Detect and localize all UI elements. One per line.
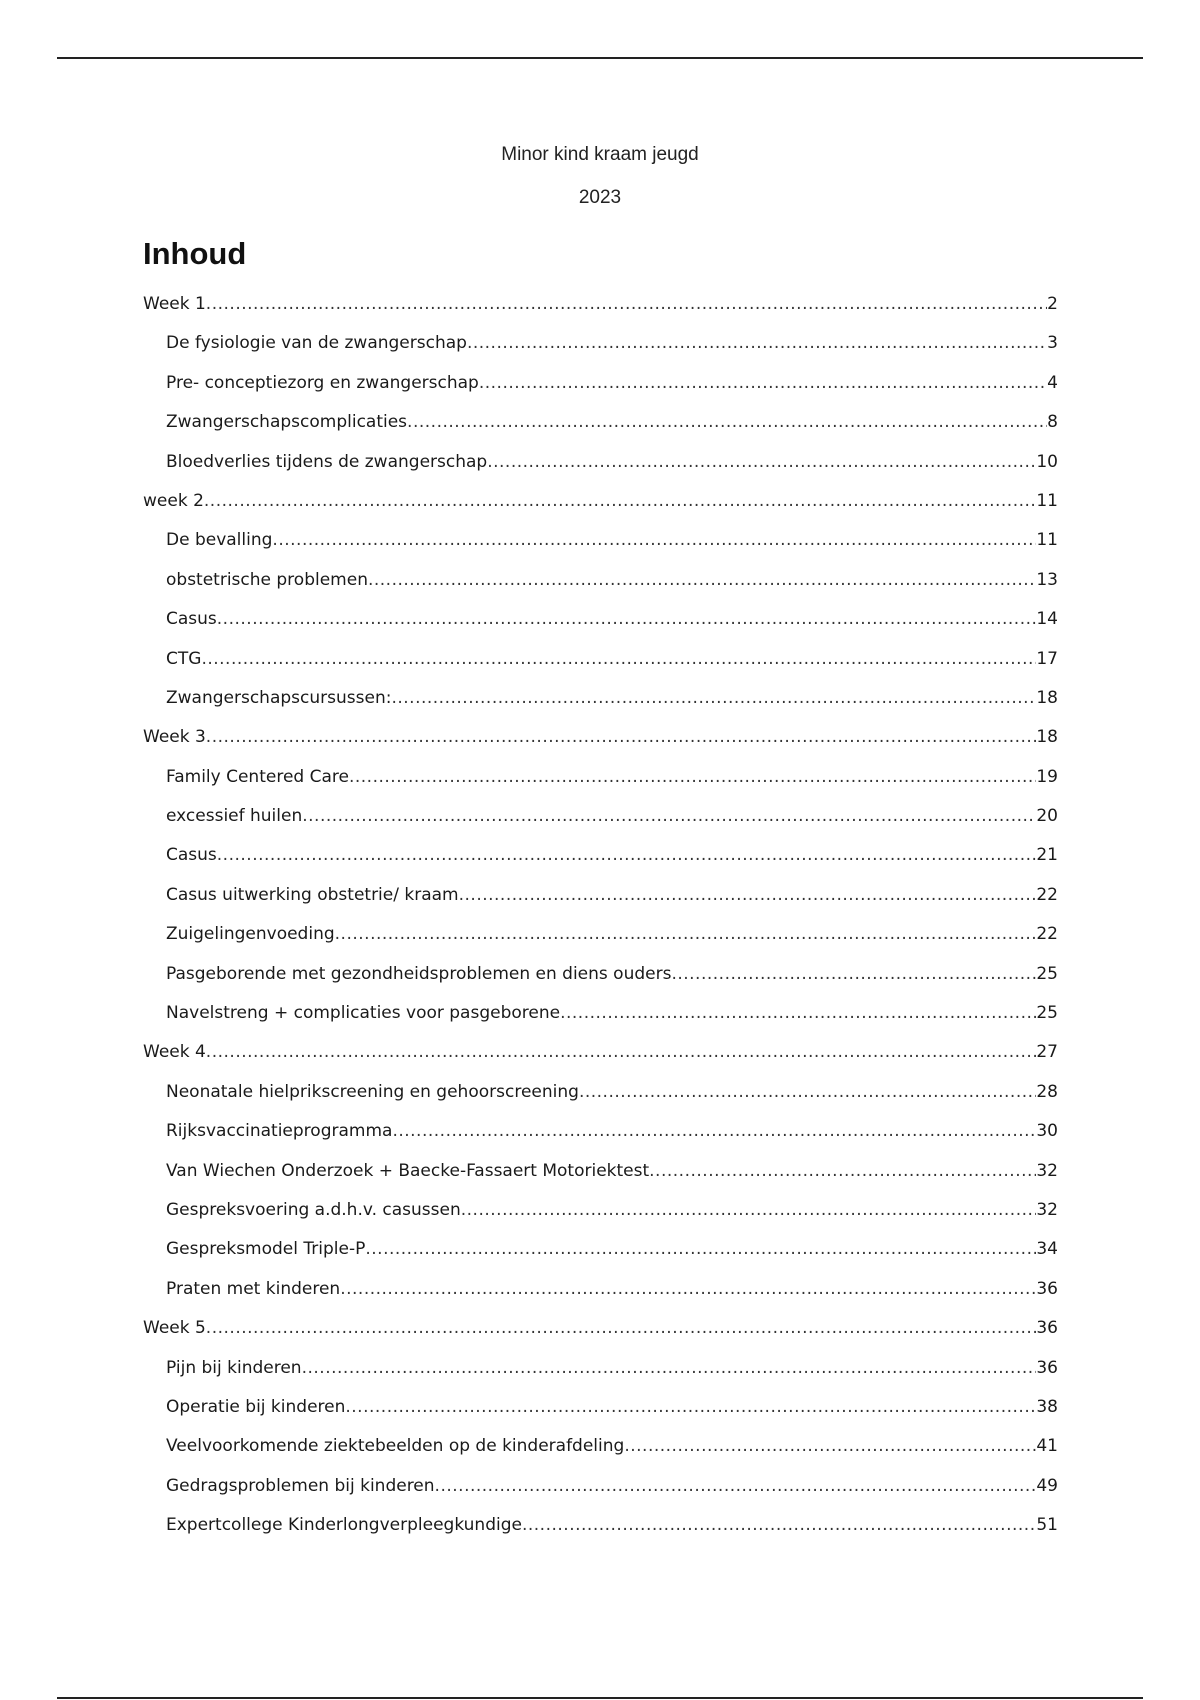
toc-entry-title: De fysiologie van de zwangerschap <box>166 333 467 354</box>
toc-entry-page: 11 <box>1036 530 1058 551</box>
toc-dot-leader <box>345 1395 1036 1419</box>
toc-subentry[interactable] <box>143 1001 1058 1040</box>
toc-entry-page: 2 <box>1047 294 1058 314</box>
toc-dot-leader <box>459 883 1037 907</box>
header-rule <box>57 57 1143 59</box>
toc-dot-leader <box>340 1277 1036 1301</box>
toc-subentry[interactable] <box>143 883 1058 922</box>
toc-dot-leader <box>467 331 1047 355</box>
toc-entry-title: Praten met kinderen <box>166 1278 341 1299</box>
toc-entry-title: Gespreksvoering a.d.h.v. casussen <box>166 1199 461 1220</box>
toc-dot-leader <box>204 489 1036 513</box>
toc-dot-leader <box>201 647 1036 671</box>
toc-entry-title: Casus <box>166 609 217 630</box>
toc-dot-leader <box>435 1474 1037 1498</box>
toc-dot-leader <box>217 607 1037 631</box>
toc-entry-page: 41 <box>1036 1436 1058 1457</box>
toc-subentry[interactable] <box>143 528 1058 567</box>
toc-entry-page: 49 <box>1036 1475 1058 1496</box>
toc-dot-leader <box>365 1237 1036 1261</box>
toc-dot-leader <box>272 528 1036 552</box>
toc-subentry[interactable] <box>143 1080 1058 1119</box>
toc-entry-page: 34 <box>1036 1239 1058 1260</box>
toc-dot-leader <box>392 1119 1036 1143</box>
toc-entry-page: 28 <box>1036 1081 1058 1102</box>
toc-subentry[interactable] <box>143 765 1058 804</box>
toc-dot-leader <box>206 292 1047 316</box>
toc-entry-page: 36 <box>1036 1357 1058 1378</box>
toc-subentry[interactable] <box>143 962 1058 1001</box>
toc-entry-title: Pre- conceptiezorg en zwangerschap <box>166 372 479 393</box>
toc-entry-page: 22 <box>1036 924 1058 945</box>
toc-entry-page: 27 <box>1036 1042 1058 1063</box>
document-year: 2023 <box>578 187 622 208</box>
toc-entry-page: 13 <box>1036 569 1058 590</box>
toc-entry-title: Veelvoorkomende ziektebeelden op de kinderafdeling <box>166 1436 625 1457</box>
toc-entry-title: excessief huilen <box>166 806 303 827</box>
toc-subentry[interactable] <box>143 450 1058 489</box>
toc-entry-page: 10 <box>1036 451 1058 472</box>
toc-subentry[interactable] <box>143 1356 1058 1395</box>
toc-dot-leader <box>479 371 1047 395</box>
toc-dot-leader <box>206 1316 1037 1340</box>
toc-entry-page: 36 <box>1036 1318 1058 1339</box>
document-subtitle: Minor kind kraam jeugd <box>501 144 699 165</box>
toc-entry-title: Week 3 <box>143 727 206 748</box>
toc-entry-title: Family Centered Care <box>166 766 349 787</box>
footer-rule <box>57 1697 1143 1699</box>
toc-entry-title: Pijn bij kinderen <box>166 1357 302 1378</box>
toc-dot-leader <box>206 1040 1037 1064</box>
toc-entry-title: Expertcollege Kinderlongverpleegkundige <box>166 1515 522 1536</box>
toc-subentry[interactable] <box>143 1434 1058 1473</box>
toc-subentry[interactable] <box>143 686 1058 725</box>
toc-entry-page: 36 <box>1036 1278 1058 1299</box>
toc-entry-page: 32 <box>1036 1160 1058 1181</box>
toc-dot-leader <box>206 725 1037 749</box>
toc-entry-title: Neonatale hielprikscreening en gehoorscreening <box>166 1081 579 1102</box>
toc-entry-page: 3 <box>1047 333 1058 354</box>
toc-dot-leader <box>302 804 1036 828</box>
toc-dot-leader <box>302 1356 1037 1380</box>
toc-entry-title: Bloedverlies tijdens de zwangerschap <box>166 451 488 472</box>
toc-entry-title: week 2 <box>143 490 204 511</box>
toc-entry[interactable] <box>143 489 1058 528</box>
toc-entry-page: 19 <box>1036 766 1058 787</box>
toc-dot-leader <box>671 962 1036 986</box>
toc-entry-title: Zuigelingenvoeding <box>166 924 335 945</box>
toc-subentry[interactable] <box>143 1119 1058 1158</box>
toc-entry-title: Gespreksmodel Triple-P <box>166 1239 366 1260</box>
toc-subentry[interactable] <box>143 1474 1058 1513</box>
toc-entry-title: Week 4 <box>143 1042 206 1063</box>
toc-entry-title: Casus <box>166 845 217 866</box>
toc-dot-leader <box>560 1001 1036 1025</box>
toc-dot-leader <box>349 765 1036 789</box>
toc-subentry[interactable] <box>143 804 1058 843</box>
toc-dot-leader <box>624 1434 1036 1458</box>
toc-entry-title: Casus uitwerking obstetrie/ kraam <box>166 884 459 905</box>
toc-subentry[interactable] <box>143 1395 1058 1434</box>
toc-entry-page: 11 <box>1036 490 1058 511</box>
toc-entry-page: 21 <box>1036 845 1058 866</box>
toc-entry-title: CTG <box>166 648 202 669</box>
toc-entry-title: obstetrische problemen <box>166 569 368 590</box>
table-of-contents <box>143 292 1058 1553</box>
toc-heading: Inhoud <box>143 236 247 271</box>
toc-dot-leader <box>649 1159 1036 1183</box>
toc-entry-page: 38 <box>1036 1396 1058 1417</box>
toc-subentry[interactable] <box>143 647 1058 686</box>
toc-entry[interactable] <box>143 725 1058 764</box>
toc-entry-title: Operatie bij kinderen <box>166 1396 346 1417</box>
toc-entry-page: 32 <box>1036 1199 1058 1220</box>
toc-dot-leader <box>487 450 1036 474</box>
toc-entry-page: 18 <box>1036 687 1058 708</box>
toc-dot-leader <box>368 568 1036 592</box>
toc-dot-leader <box>461 1198 1037 1222</box>
toc-entry-title: Rijksvaccinatieprogramma <box>166 1121 393 1142</box>
toc-entry-title: Gedragsproblemen bij kinderen <box>166 1475 435 1496</box>
toc-subentry[interactable] <box>143 1277 1058 1316</box>
toc-subentry[interactable] <box>143 568 1058 607</box>
toc-subentry[interactable] <box>143 843 1058 882</box>
toc-entry[interactable] <box>143 292 1058 331</box>
toc-entry[interactable] <box>143 1040 1058 1079</box>
toc-subentry[interactable] <box>143 371 1058 410</box>
toc-entry-title: Van Wiechen Onderzoek + Baecke-Fassaert Motoriektest <box>166 1160 650 1181</box>
toc-subentry[interactable] <box>143 922 1058 961</box>
toc-dot-leader <box>579 1080 1036 1104</box>
toc-entry-title: Week 5 <box>143 1318 206 1339</box>
toc-dot-leader <box>407 410 1047 434</box>
toc-entry-page: 4 <box>1047 372 1058 393</box>
toc-entry-title: Week 1 <box>143 294 206 314</box>
toc-entry-page: 20 <box>1036 806 1058 827</box>
toc-entry-page: 30 <box>1036 1121 1058 1142</box>
toc-entry-page: 25 <box>1036 963 1058 984</box>
toc-subentry[interactable] <box>143 1513 1058 1552</box>
toc-entry-page: 8 <box>1047 412 1058 433</box>
toc-entry-page: 51 <box>1036 1515 1058 1536</box>
toc-entry-page: 14 <box>1036 609 1058 630</box>
toc-dot-leader <box>391 686 1036 710</box>
toc-subentry[interactable] <box>143 410 1058 449</box>
toc-subentry[interactable] <box>143 1198 1058 1237</box>
toc-subentry[interactable] <box>143 607 1058 646</box>
toc-entry-title: Zwangerschapscursussen: <box>166 687 392 708</box>
toc-subentry[interactable] <box>143 1159 1058 1198</box>
toc-entry-title: Zwangerschapscomplicaties <box>166 412 408 433</box>
toc-entry-title: De bevalling <box>166 530 273 551</box>
toc-subentry[interactable] <box>143 1237 1058 1276</box>
toc-dot-leader <box>335 922 1037 946</box>
toc-entry-title: Navelstreng + complicaties voor pasgeborene <box>166 1003 561 1024</box>
toc-entry-page: 18 <box>1036 727 1058 748</box>
toc-entry-page: 22 <box>1036 884 1058 905</box>
toc-dot-leader <box>217 843 1037 867</box>
toc-dot-leader <box>522 1513 1036 1537</box>
toc-entry[interactable] <box>143 1316 1058 1355</box>
toc-entry-title: Pasgeborende met gezondheidsproblemen en diens ouders <box>166 963 672 984</box>
toc-subentry[interactable] <box>143 331 1058 370</box>
toc-entry-page: 25 <box>1036 1003 1058 1024</box>
toc-entry-page: 17 <box>1036 648 1058 669</box>
